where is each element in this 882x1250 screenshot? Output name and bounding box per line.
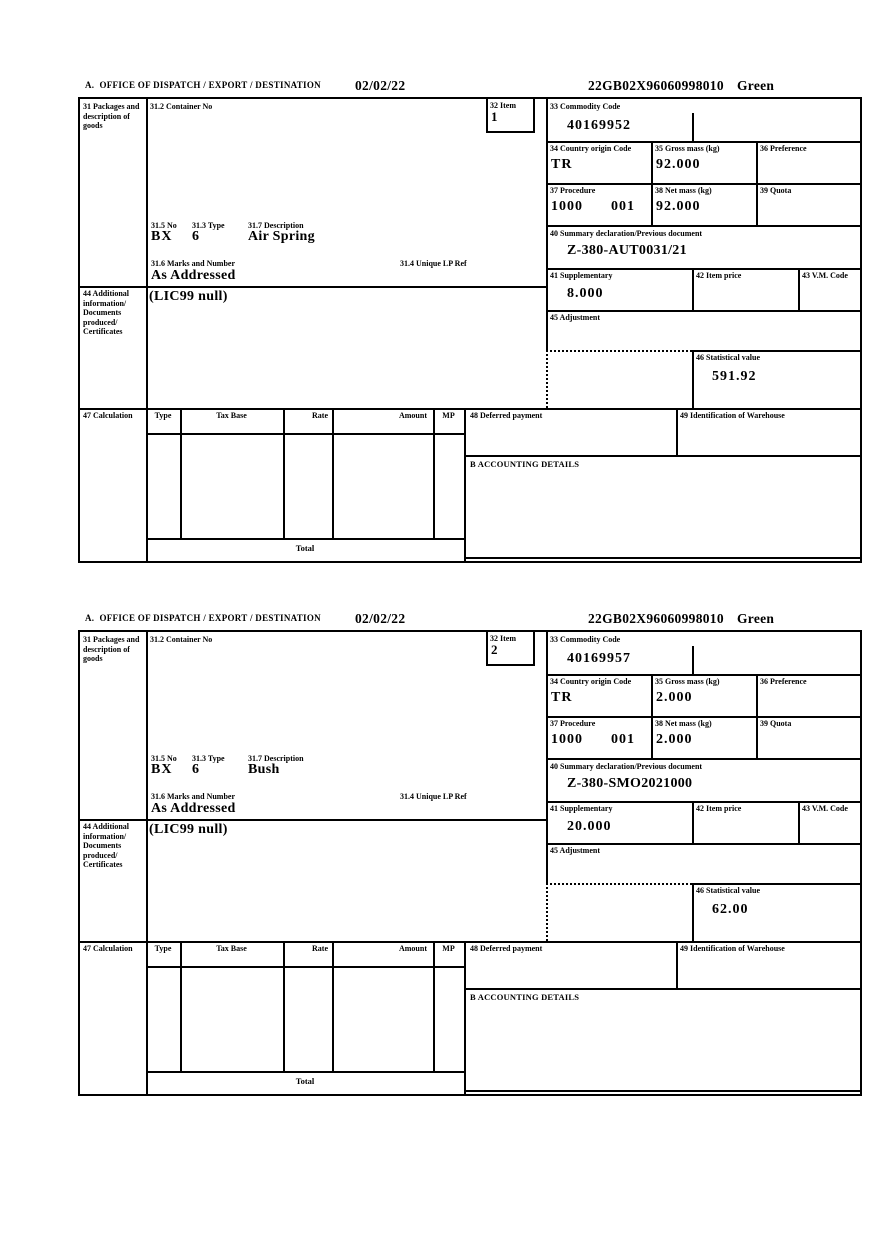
additional-information-value: (LIC99 null) [149, 822, 228, 837]
box39-label: 39 Quota [760, 719, 792, 728]
packages-no-value: BX [151, 762, 173, 777]
box48-49-divider [676, 941, 678, 988]
box49-label: 49 Identification of Warehouse [680, 411, 785, 420]
sad-item-form [78, 97, 862, 563]
box32-label: 32 Item [490, 101, 516, 110]
table-col-line [180, 941, 182, 1071]
box37-label: 37 Procedure [550, 719, 596, 728]
box42-label: 42 Item price [696, 804, 742, 813]
accounting-details-label: B ACCOUNTING DETAILS [470, 459, 580, 469]
col-divider [692, 801, 694, 843]
box35-label: 35 Gross mass (kg) [655, 144, 720, 153]
box38-label: 38 Net mass (kg) [655, 719, 712, 728]
box35-label: 35 Gross mass (kg) [655, 677, 720, 686]
previous-document-value: Z-380-SMO2021000 [567, 776, 693, 791]
row-line [546, 225, 860, 227]
declaration-date: 02/02/22 [355, 611, 406, 626]
gross-mass-value: 92.000 [656, 157, 701, 172]
box44-top-line [80, 819, 546, 821]
left-column-divider [146, 99, 148, 561]
box45-label: 45 Adjustment [550, 846, 601, 855]
dotted-divider-vertical [546, 883, 548, 941]
box47-label: 47 Calculation [83, 411, 133, 420]
box31-label: 31 Packages and description of goods [83, 102, 140, 131]
supplementary-value: 8.000 [567, 286, 604, 301]
box31-2-label: 31.2 Container No [150, 635, 213, 644]
col-type-header: Type [154, 411, 172, 420]
col-divider [651, 674, 653, 758]
col-divider [798, 268, 800, 310]
dotted-divider-horizontal [546, 350, 692, 352]
country-origin-value: TR [551, 157, 573, 172]
country-origin-value: TR [551, 690, 573, 705]
table-col-line [180, 408, 182, 538]
statistical-value: 591.92 [712, 369, 757, 384]
row-line [546, 268, 860, 270]
table-total-line [146, 538, 466, 540]
box48-bottom-line [464, 455, 860, 457]
box36-label: 36 Preference [760, 144, 807, 153]
col-rate-header: Rate [312, 944, 328, 953]
additional-information-value: (LIC99 null) [149, 289, 228, 304]
table-col-line [332, 408, 334, 538]
goods-description-value: Air Spring [248, 229, 315, 244]
net-mass-value: 2.000 [656, 732, 693, 747]
box44-label: 44 Additional information/ Documents produced/ Certificates [83, 822, 130, 870]
box47-label: 47 Calculation [83, 944, 133, 953]
box49-label: 49 Identification of Warehouse [680, 944, 785, 953]
row-line [546, 674, 860, 676]
box31-6-label: 31.6 Marks and Number [151, 259, 236, 268]
accounting-details-label: B ACCOUNTING DETAILS [470, 992, 580, 1002]
total-label: Total [295, 543, 315, 553]
declaration-date: 02/02/22 [355, 78, 406, 93]
commodity-code-value: 40169957 [567, 651, 631, 666]
office-of-dispatch-label: A. OFFICE OF DISPATCH / EXPORT / DESTINATION [85, 613, 321, 623]
col-tax-base-header: Tax Base [216, 944, 247, 953]
box42-label: 42 Item price [696, 271, 742, 280]
left-column-divider [146, 632, 148, 1094]
box39-label: 39 Quota [760, 186, 792, 195]
box31-2-label: 31.2 Container No [150, 102, 213, 111]
box32-label: 32 Item [490, 634, 516, 643]
row-line [546, 141, 860, 143]
goods-description-value: Bush [248, 762, 280, 777]
routing-status: Green [737, 78, 775, 93]
box43-label: 43 V.M. Code [802, 271, 848, 280]
col-tax-base-header: Tax Base [216, 411, 247, 420]
procedure-2-value: 001 [611, 732, 635, 747]
procedure-2-value: 001 [611, 199, 635, 214]
commodity-subfield-line [692, 646, 694, 674]
box31-5-label: 31.5 No [151, 754, 177, 763]
table-total-line [146, 1071, 466, 1073]
col-divider [756, 141, 758, 225]
box47-top-line [80, 408, 860, 410]
net-mass-value: 92.000 [656, 199, 701, 214]
box33-label: 33 Commodity Code [550, 635, 621, 644]
commodity-subfield-line [692, 113, 694, 141]
box46-label: 46 Statistical value [696, 886, 760, 895]
routing-status: Green [737, 611, 775, 626]
packages-type-value: 6 [192, 762, 200, 777]
box44-label: 44 Additional information/ Documents produced/ Certificates [83, 289, 130, 337]
box46-left-line [692, 883, 694, 941]
box43-label: 43 V.M. Code [802, 804, 848, 813]
box40-label: 40 Summary declaration/Previous document [550, 229, 703, 238]
row-line [546, 183, 860, 185]
box46-left-line [692, 350, 694, 408]
box46-top-line [692, 883, 860, 885]
supplementary-value: 20.000 [567, 819, 612, 834]
box45-label: 45 Adjustment [550, 313, 601, 322]
box31-3-label: 31.3 Type [192, 754, 225, 763]
box36-label: 36 Preference [760, 677, 807, 686]
box46-top-line [692, 350, 860, 352]
box48-label: 48 Deferred payment [470, 411, 543, 420]
col-type-header: Type [154, 944, 172, 953]
row-line [546, 843, 860, 845]
gross-mass-value: 2.000 [656, 690, 693, 705]
col-divider [651, 141, 653, 225]
packages-type-value: 6 [192, 229, 200, 244]
box46-label: 46 Statistical value [696, 353, 760, 362]
box41-label: 41 Supplementary [550, 804, 613, 813]
table-right-line [464, 408, 466, 561]
movement-reference-number: 22GB02X96060998010 [588, 611, 724, 626]
item-number-value: 1 [491, 109, 499, 124]
box31-4-label: 31.4 Unique LP Ref [400, 792, 467, 801]
col-mp-header: MP [442, 411, 455, 420]
box38-label: 38 Net mass (kg) [655, 186, 712, 195]
box47-top-line [80, 941, 860, 943]
col-divider [798, 801, 800, 843]
row-line [546, 758, 860, 760]
box33-label: 33 Commodity Code [550, 102, 621, 111]
office-of-dispatch-label: A. OFFICE OF DISPATCH / EXPORT / DESTINATION [85, 80, 321, 90]
table-right-line [464, 941, 466, 1094]
statistical-value: 62.00 [712, 902, 749, 917]
row-line [546, 801, 860, 803]
box37-label: 37 Procedure [550, 186, 596, 195]
box41-label: 41 Supplementary [550, 271, 613, 280]
table-col-line [332, 941, 334, 1071]
accounting-bottom-line [464, 1090, 860, 1092]
table-col-line [433, 941, 435, 1071]
box48-49-divider [676, 408, 678, 455]
marks-and-number-value: As Addressed [151, 268, 236, 283]
box31-label: 31 Packages and description of goods [83, 635, 140, 664]
table-col-line [283, 408, 285, 538]
box44-top-line [80, 286, 546, 288]
table-header-line [146, 433, 466, 435]
col-divider [756, 674, 758, 758]
box48-label: 48 Deferred payment [470, 944, 543, 953]
row-line [546, 310, 860, 312]
dotted-divider-horizontal [546, 883, 692, 885]
movement-reference-number: 22GB02X96060998010 [588, 78, 724, 93]
procedure-value: 1000 [551, 732, 583, 747]
declaration-sheet-item-1 [0, 78, 882, 578]
box34-label: 34 Country origin Code [550, 144, 632, 153]
packages-no-value: BX [151, 229, 173, 244]
col-rate-header: Rate [312, 411, 328, 420]
box31-6-label: 31.6 Marks and Number [151, 792, 236, 801]
table-header-line [146, 966, 466, 968]
declaration-sheet-item-2 [0, 611, 882, 1111]
dotted-divider-vertical [546, 350, 548, 408]
sad-item-form [78, 630, 862, 1096]
box31-3-label: 31.3 Type [192, 221, 225, 230]
box31-4-label: 31.4 Unique LP Ref [400, 259, 467, 268]
box31-7-label: 31.7 Description [248, 754, 304, 763]
col-mp-header: MP [442, 944, 455, 953]
col-divider [692, 268, 694, 310]
marks-and-number-value: As Addressed [151, 801, 236, 816]
col-amount-header: Amount [398, 944, 427, 953]
box48-bottom-line [464, 988, 860, 990]
box31-5-label: 31.5 No [151, 221, 177, 230]
table-col-line [283, 941, 285, 1071]
commodity-code-value: 40169952 [567, 118, 631, 133]
total-label: Total [295, 1076, 315, 1086]
box34-label: 34 Country origin Code [550, 677, 632, 686]
box40-label: 40 Summary declaration/Previous document [550, 762, 703, 771]
box31-7-label: 31.7 Description [248, 221, 304, 230]
procedure-value: 1000 [551, 199, 583, 214]
table-col-line [433, 408, 435, 538]
col-amount-header: Amount [398, 411, 427, 420]
accounting-bottom-line [464, 557, 860, 559]
row-line [546, 716, 860, 718]
previous-document-value: Z-380-AUT0031/21 [567, 243, 687, 258]
item-number-value: 2 [491, 642, 499, 657]
